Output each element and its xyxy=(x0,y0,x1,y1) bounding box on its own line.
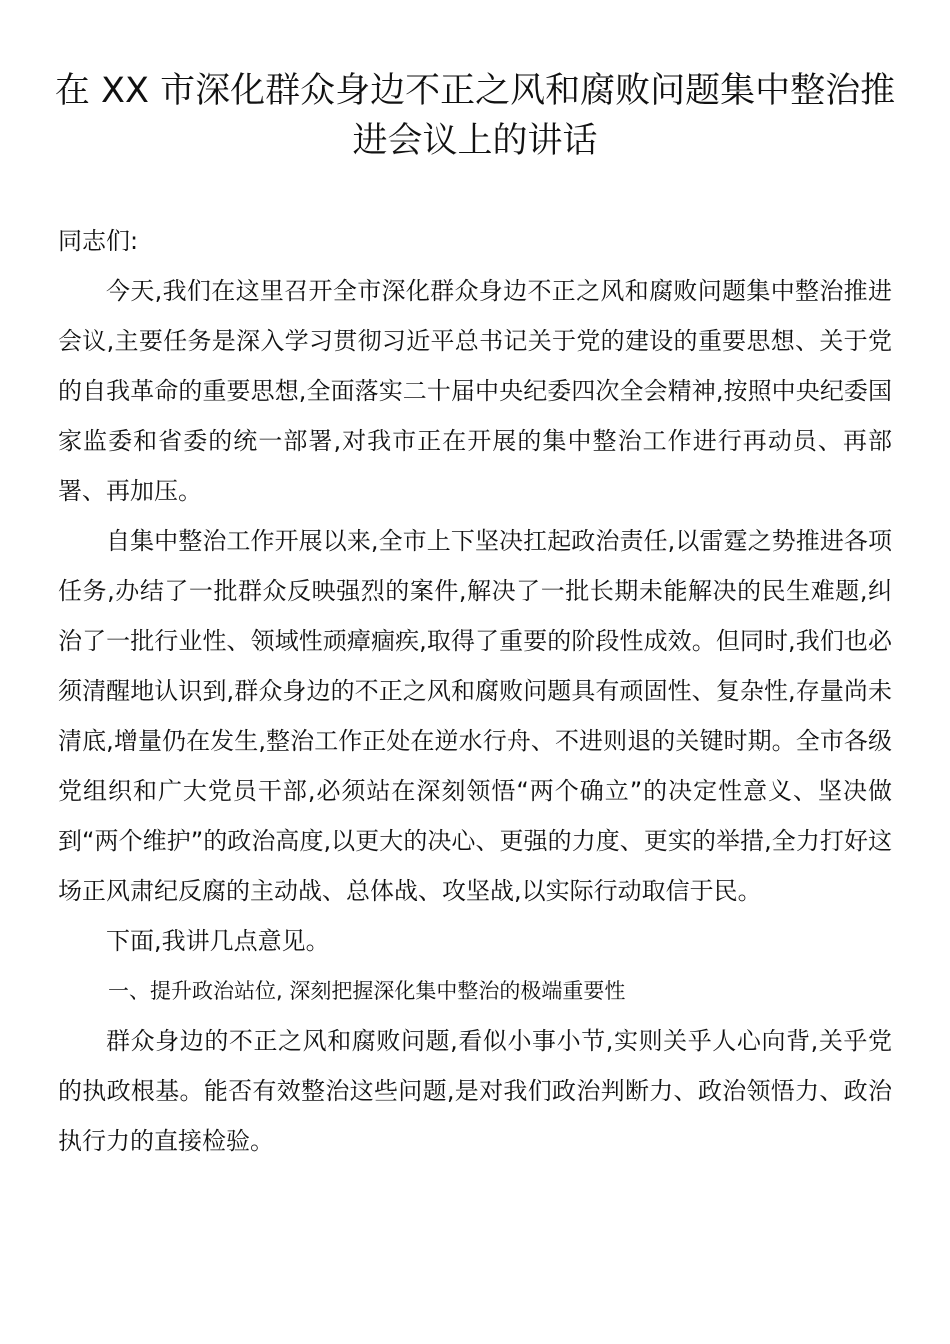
section-paragraph: 群众身边的不正之风和腐败问题,看似小事小节,实则关乎人心向背,关乎党的执政根基。能否有效整治这些问题,是对我们政治判断力、政治领悟力、政治执行力的直接检验。 xyxy=(58,1027,892,1155)
section-heading: 一、提升政治站位, 深刻把握深化集中整治的极端重要性 xyxy=(108,979,626,1003)
salutation: 同志们: xyxy=(58,227,139,255)
paragraph-transition: 下面,我讲几点意见。 xyxy=(106,927,330,955)
document-body xyxy=(58,266,892,1166)
document-title: 在 XX 市深化群众身边不正之风和腐败问题集中整治推进会议上的讲话 xyxy=(54,71,896,161)
paragraph-progress: 自集中整治工作开展以来,全市上下坚决扛起政治责任,以雷霆之势推进各项任务,办结了一批群众反映强烈的案件,解决了一批长期未能解决的民生难题,纠治了一批行业性、领域性顽瘴痼疾,取得了重要的阶段性成效。但同时,我们也必须清醒地认识到,群众身边的不正之风和腐败问题具有顽固性、复杂性,存量尚未清底,增量仍在发生,整治工作正处在逆水行舟、不进则退的关键时期。全市各级党组织和广大党员干部,必须站在深刻领悟“两个确立”的决定性意义、坚决做到“两个维护”的政治高度,以更大的决心、更强的力度、更实的举措,全力打好这场正风肃纪反腐的主动战、总体战、攻坚战,以实际行动取信于民。 xyxy=(58,527,892,905)
paragraph-opening: 今天,我们在这里召开全市深化群众身边不正之风和腐败问题集中整治推进会议,主要任务是深入学习贯彻习近平总书记关于党的建设的重要思想、关于党的自我革命的重要思想,全面落实二十届中央纪委四次全会精神,按照中央纪委国家监委和省委的统一部署,对我市正在开展的集中整治工作进行再动员、再部署、再加压。 xyxy=(58,277,892,505)
